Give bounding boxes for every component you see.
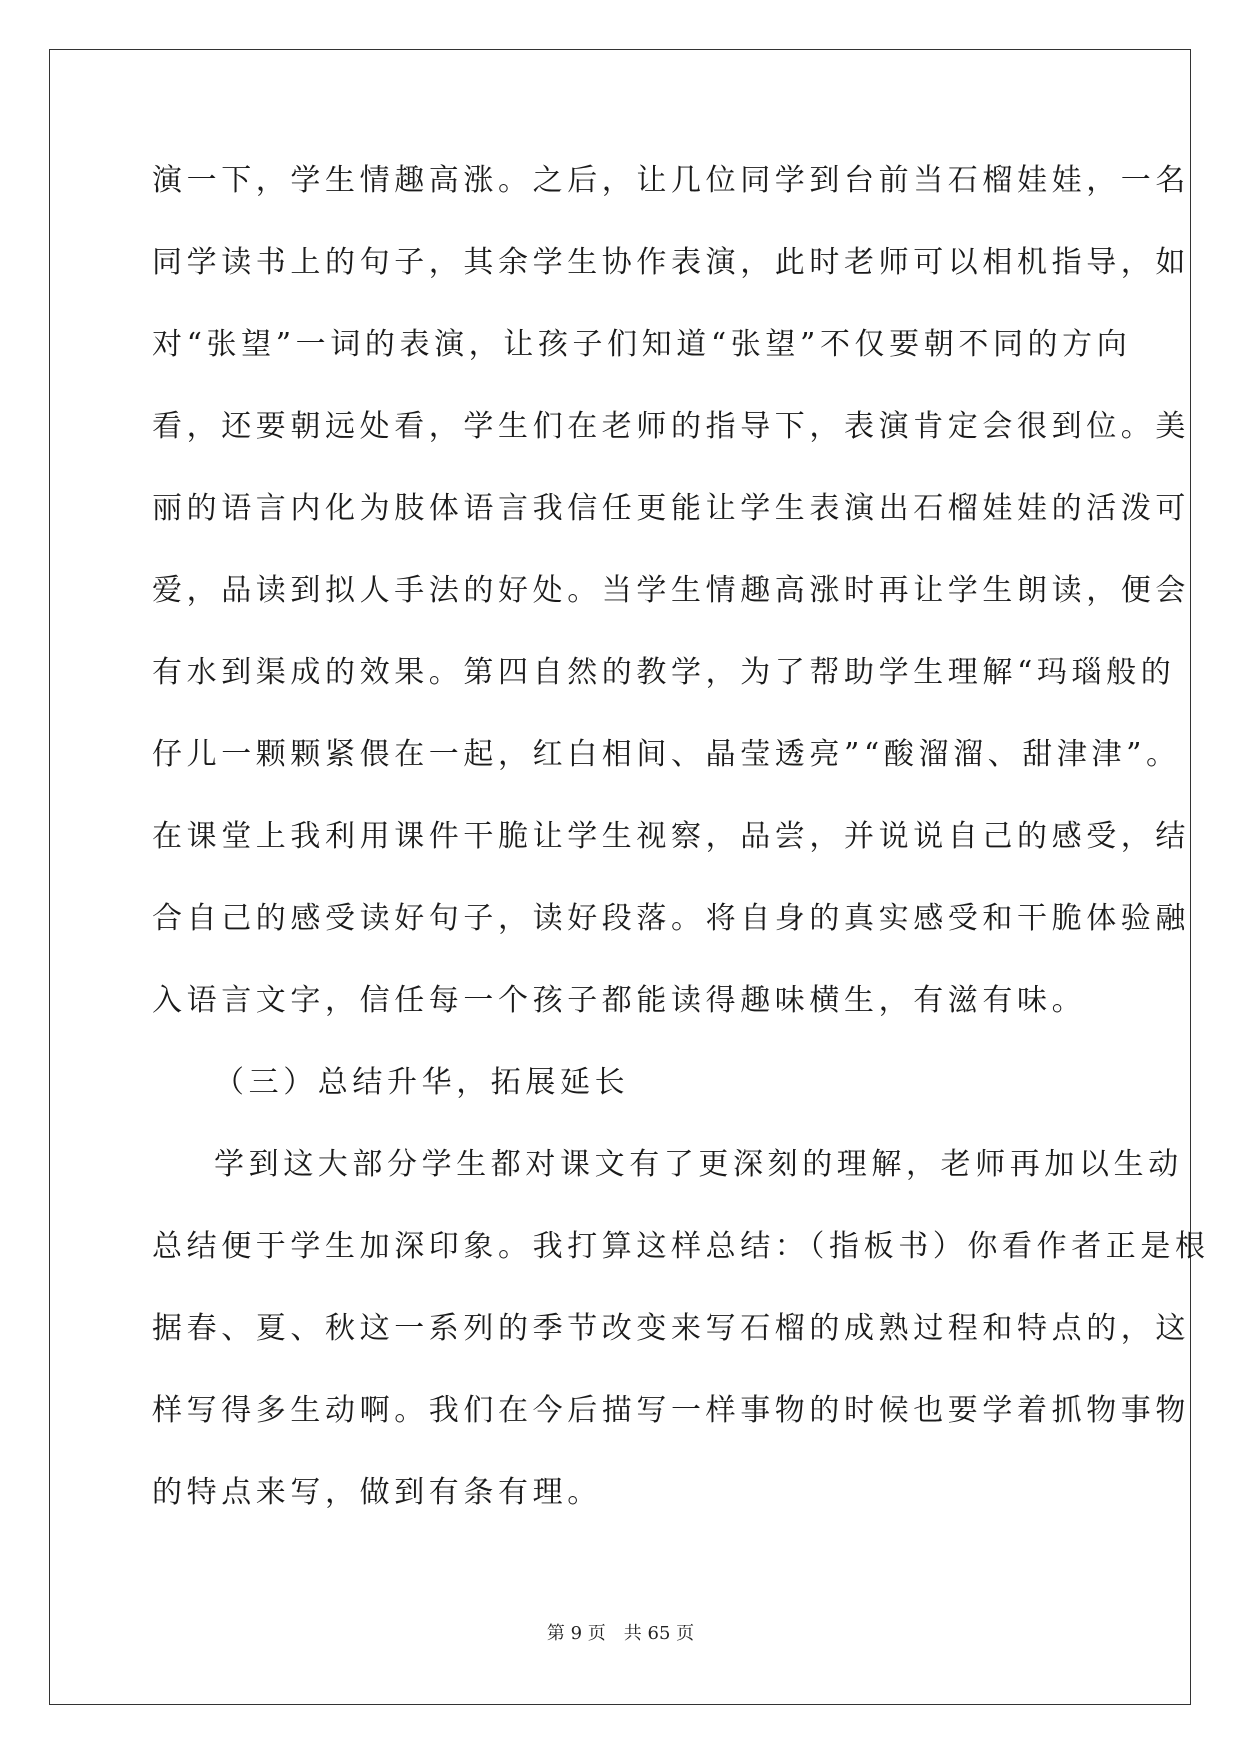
text-line: 对“张望”一词的表演，让孩子们知道“张望”不仅要朝不同的方向 — [152, 327, 1132, 362]
page-total: 共 65 页 — [623, 1623, 695, 1644]
document-body — [152, 160, 1210, 1554]
text-line: 学到这大部分学生都对课文有了更深刻的理解，老师再加以生动 — [214, 1147, 1183, 1182]
text-line: 演一下，学生情趣高涨。之后，让几位同学到台前当石榴娃娃，一名 — [152, 163, 1190, 198]
text-line: 总结便于学生加深印象。我打算这样总结：（指板书）你看作者正是根 — [152, 1229, 1210, 1264]
page-number: 第 9 页 — [546, 1623, 606, 1644]
section-heading: （三）总结升华，拓展延长 — [214, 1065, 630, 1100]
text-line: 有水到渠成的效果。第四自然的教学，为了帮助学生理解“玛瑙般的 — [152, 655, 1176, 690]
text-line: 入语言文字，信任每一个孩子都能读得趣味横生，有滋有味。 — [152, 983, 1087, 1018]
text-line: 在课堂上我利用课件干脆让学生视察，品尝，并说说自己的感受，结 — [152, 819, 1190, 854]
text-line: 丽的语言内化为肢体语言我信任更能让学生表演出石榴娃娃的活泼可 — [152, 491, 1190, 526]
text-line: 仔儿一颗颗紧偎在一起，红白相间、晶莹透亮”“酸溜溜、甜津津”。 — [152, 737, 1181, 772]
text-line: 合自己的感受读好句子，读好段落。将自身的真实感受和干脆体验融 — [152, 901, 1190, 936]
text-line: 同学读书上的句子，其余学生协作表演，此时老师可以相机指导，如 — [152, 245, 1190, 280]
page-footer — [0, 1622, 1241, 1646]
text-line: 看，还要朝远处看，学生们在老师的指导下，表演肯定会很到位。美 — [152, 409, 1190, 444]
text-line: 据春、夏、秋这一系列的季节改变来写石榴的成熟过程和特点的，这 — [152, 1311, 1190, 1346]
text-line: 样写得多生动啊。我们在今后描写一样事物的时候也要学着抓物事物 — [152, 1393, 1190, 1428]
text-line: 爱，品读到拟人手法的好处。当学生情趣高涨时再让学生朗读，便会 — [152, 573, 1190, 608]
text-line: 的特点来写，做到有条有理。 — [152, 1475, 602, 1510]
